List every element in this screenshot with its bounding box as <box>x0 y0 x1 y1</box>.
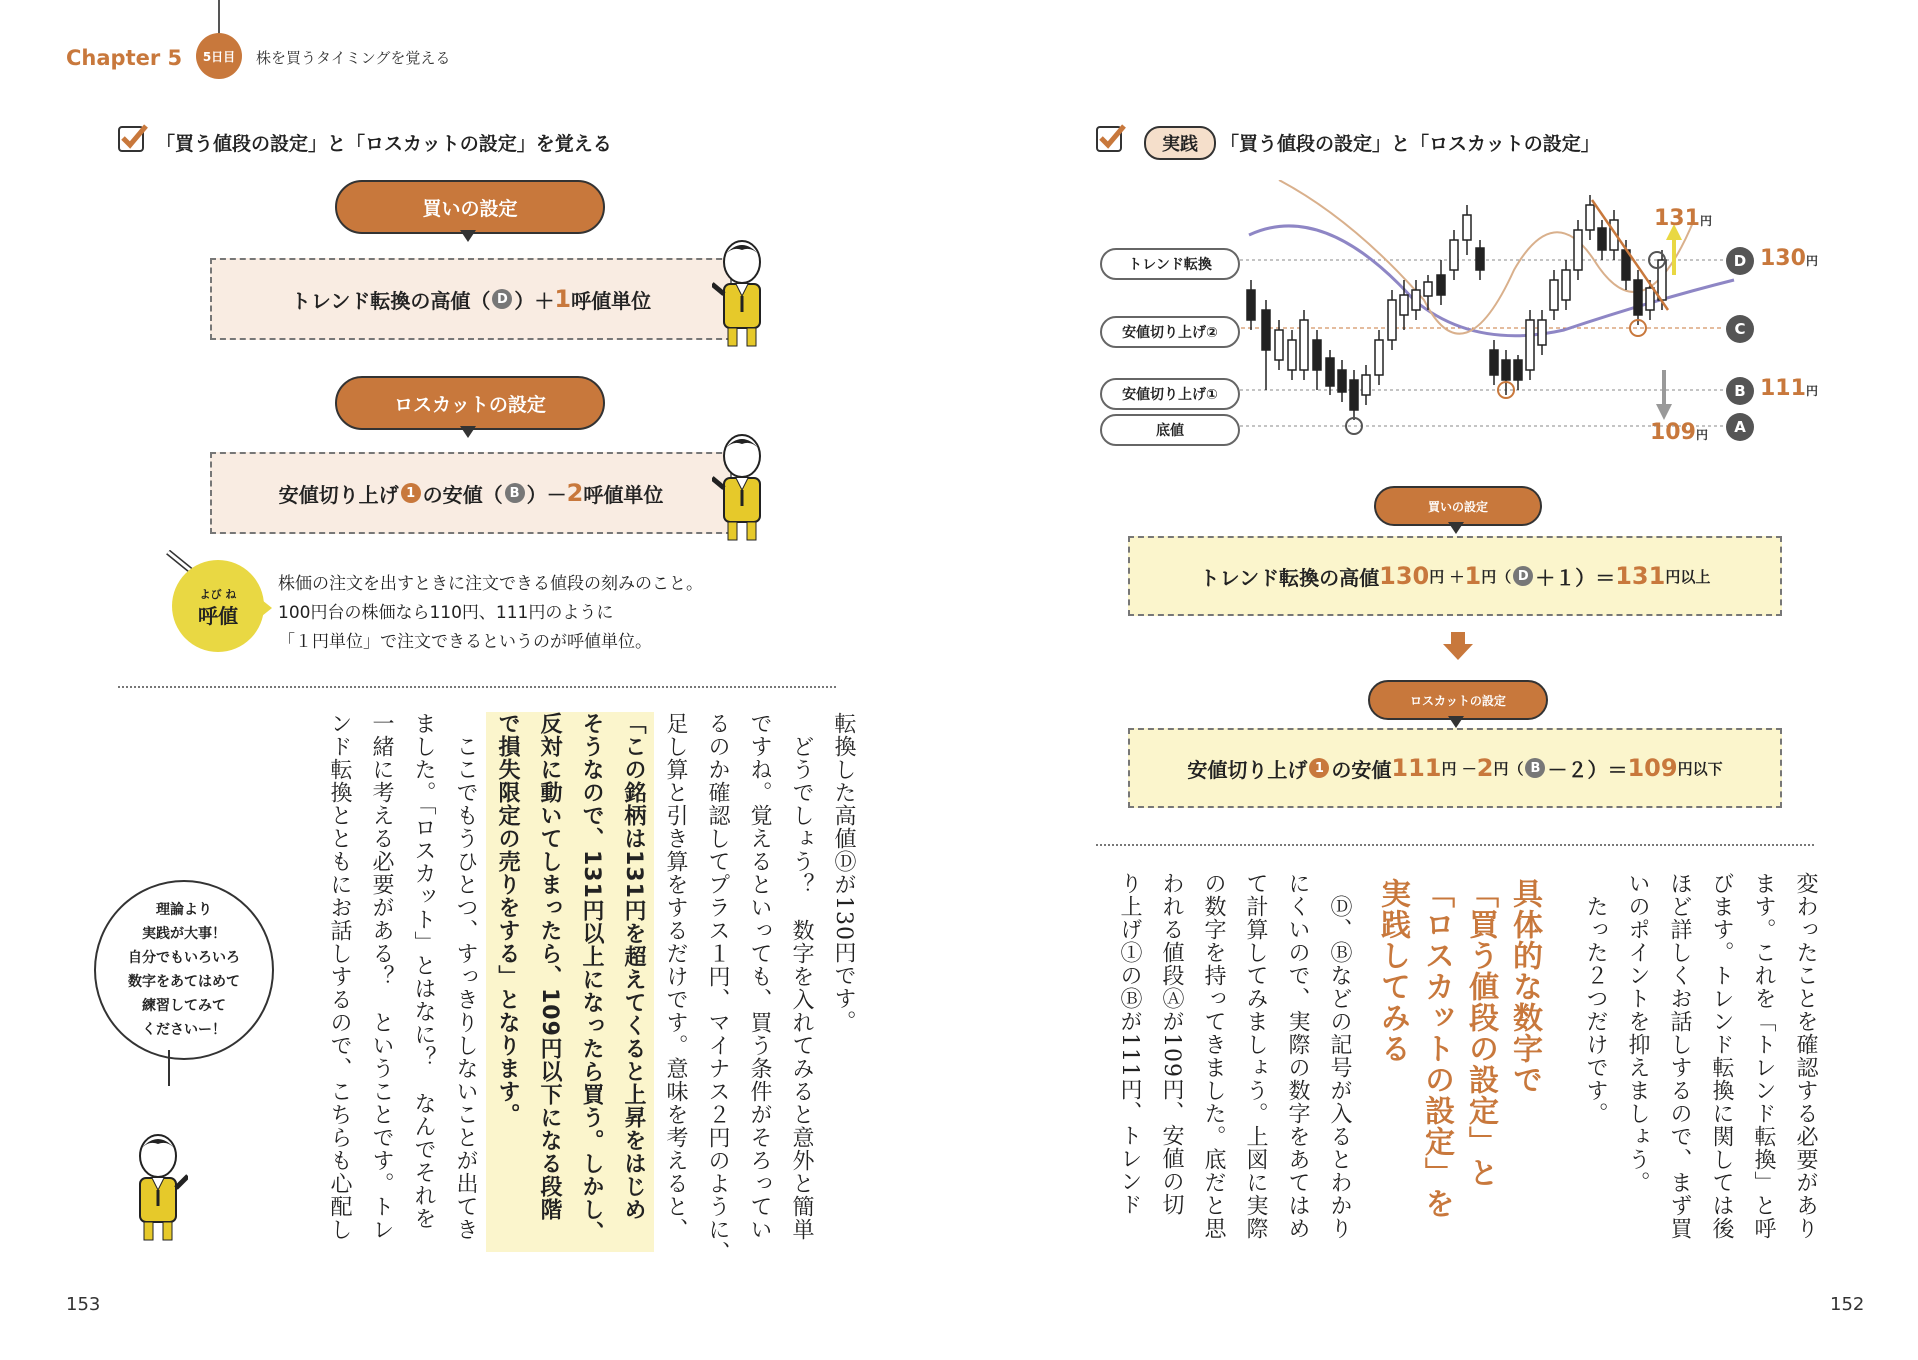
candle <box>1424 282 1432 296</box>
buy-formula-post: 呼値単位 <box>571 288 652 313</box>
formula-num: 109 <box>1627 754 1678 782</box>
man-pointing-icon <box>128 1130 188 1246</box>
formula-num: 2 <box>1476 754 1494 782</box>
mark-b-icon: B <box>1525 758 1545 778</box>
label-higher-low-1: 安値切り上げ① <box>1100 378 1240 410</box>
losscut-setting-bubble: ロスカットの設定 <box>1368 680 1548 720</box>
price-109 <box>1650 420 1708 445</box>
check-icon <box>118 124 148 156</box>
formula-text: 円 － <box>1441 759 1477 778</box>
formula-text: 円 ＋ <box>1429 567 1465 586</box>
practice-tag: 実践 <box>1144 126 1216 160</box>
loss-formula-mid: の安値（ <box>422 482 503 507</box>
mark-d-icon: D <box>1513 566 1533 586</box>
body-column: いのポイントを抑えましょう。 <box>1625 872 1650 1194</box>
formula-num: 111 <box>1391 754 1442 782</box>
yobine-line: 100円台の株価なら110円、111円のように <box>278 603 614 623</box>
page-number-left: 153 <box>66 1294 101 1315</box>
candle <box>1400 295 1408 315</box>
formula-text: －２）＝ <box>1547 757 1628 782</box>
candle <box>1275 330 1283 360</box>
candle <box>1574 230 1582 270</box>
candle <box>1476 248 1484 270</box>
body-column: て計算してみましょう。上図に実際 <box>1243 872 1268 1240</box>
body-column: たった２つだけです。 <box>1583 872 1608 1125</box>
body-column: どうでしょう？ 数字を入れてみると意外と簡単 <box>789 712 814 1241</box>
price-131 <box>1654 206 1712 231</box>
speech-line: 練習してみて <box>142 998 226 1014</box>
candle <box>1598 228 1606 250</box>
letter-a-icon: A <box>1726 413 1754 441</box>
body-column: ンド転換とともにお話しするので、こちらも心配し <box>327 712 352 1241</box>
loss-formula-post: 呼値単位 <box>583 482 664 507</box>
mark-1-icon: 1 <box>401 483 421 503</box>
yobine-definition <box>278 570 703 657</box>
letter-d-icon: D <box>1726 247 1754 275</box>
body-column: びます。トレンド転換に関しては後 <box>1709 872 1734 1240</box>
candle <box>1634 280 1642 315</box>
yobine-word: 呼値 <box>198 604 238 628</box>
left-divider <box>118 686 836 688</box>
formula-text: 円（ <box>1481 567 1512 586</box>
candle <box>1288 340 1296 370</box>
price-unit: 円 <box>1805 254 1818 268</box>
price-value: 131 <box>1654 206 1700 231</box>
formula-text: の安値 <box>1331 757 1392 782</box>
candle <box>1300 320 1308 370</box>
letter-c-icon: C <box>1726 315 1754 343</box>
check-icon <box>1096 124 1126 156</box>
bubble-tail <box>460 426 476 438</box>
candle <box>1646 288 1654 310</box>
price-value: 109 <box>1650 420 1696 445</box>
candle <box>1463 215 1471 240</box>
bubble-tail <box>1448 716 1464 728</box>
arrow-down-icon <box>1443 632 1473 664</box>
price-unit: 円 <box>1699 214 1712 228</box>
body-column: ました。「ロスカット」とはなに？ なんでそれを <box>411 712 436 1230</box>
right-section-title: 「買う値段の設定」と「ロスカットの設定」 <box>1220 133 1600 155</box>
formula-text: トレンド転換の高値 <box>1199 565 1380 590</box>
man-pointing-icon <box>712 430 772 546</box>
formula-num: 131 <box>1615 562 1666 590</box>
candle <box>1550 280 1558 310</box>
formula-text: 安値切り上げ <box>1187 757 1308 782</box>
body-column: 足し算と引き算をするだけです。意味を考えると、 <box>663 712 688 1241</box>
candle <box>1450 240 1458 270</box>
right-body-text-2 <box>1108 872 1360 1252</box>
body-column: ここでもうひとつ、すっきりしないことが出てき <box>453 712 478 1241</box>
label-higher-low-2: 安値切り上げ② <box>1100 316 1240 348</box>
body-column-highlight: 「この銘柄は131円を超えてくると上昇をはじめ <box>612 712 654 1252</box>
losscut-setting-bubble: ロスカットの設定 <box>335 376 605 430</box>
body-column: にくいので、実際の数字をあてはめ <box>1285 872 1310 1240</box>
price-unit: 円 <box>1805 384 1818 398</box>
body-column: われる値段Ⓐが109円、安値の切 <box>1159 872 1184 1216</box>
candle <box>1362 375 1370 395</box>
right-heading <box>1370 878 1546 1238</box>
header-rule <box>218 0 220 34</box>
buy-formula-pre: トレンド転換の高値（ <box>290 288 491 313</box>
candle <box>1437 275 1445 295</box>
speech-line: 理論より <box>156 902 212 918</box>
chapter-label: Chapter 5 <box>66 46 183 70</box>
yobine-ruby: よび ね <box>199 588 237 601</box>
chapter-title: 株を買うタイミングを覚える <box>256 49 451 67</box>
formula-text: 円以下 <box>1677 759 1723 778</box>
candle <box>1388 300 1396 340</box>
formula-num: 1 <box>1464 562 1482 590</box>
buy-formula-num: 1 <box>554 285 572 313</box>
speech-balloon <box>94 880 274 1060</box>
price-unit: 円 <box>1695 428 1708 442</box>
loss-formula-mid2: ）－ <box>526 482 567 507</box>
speech-line: 実践が大事！ <box>142 926 226 942</box>
candle <box>1514 360 1522 380</box>
body-column: るのか確認してプラス１円、マイナス２円のように、 <box>705 712 730 1264</box>
yobine-line: 「１円単位」で注文できるというのが呼値単位。 <box>278 632 652 652</box>
heading-line: 「買う値段の設定」と <box>1463 878 1498 1188</box>
heading-line: 実践してみる <box>1375 878 1410 1064</box>
man-pointing-icon <box>712 236 772 352</box>
candle <box>1375 340 1383 375</box>
candle <box>1350 380 1358 410</box>
candle <box>1538 320 1546 345</box>
body-column-highlight: そうなので、131円以上になったら買う。しかし、 <box>570 712 612 1252</box>
price-111 <box>1760 376 1818 401</box>
left-section-title: 「買う値段の設定」と「ロスカットの設定」を覚える <box>156 133 612 155</box>
body-column: ほど詳しくお話しするので、まず買 <box>1667 872 1692 1240</box>
candle <box>1262 310 1270 350</box>
body-column: ですね。覚えるといっても、買う条件がそろってい <box>747 712 772 1241</box>
right-body-text-1 <box>1574 872 1826 1252</box>
candle <box>1412 290 1420 310</box>
mark-b-icon: B <box>505 483 525 503</box>
body-column: り上げ①のⒷが111円、トレンド <box>1117 872 1142 1216</box>
candle <box>1562 270 1570 300</box>
mark-1-icon: 1 <box>1309 758 1329 778</box>
heading-line: 具体的な数字で <box>1507 878 1542 1095</box>
candle <box>1490 350 1498 375</box>
label-trend-change: トレンド転換 <box>1100 248 1240 280</box>
arrow-down-icon <box>1656 370 1672 420</box>
body-column: 転換した高値Ⓓが130円です。 <box>831 712 856 1033</box>
candle <box>1338 370 1346 392</box>
speech-line: くださいー！ <box>142 1022 226 1038</box>
body-column: Ⓓ、Ⓑなどの記号が入るとわかり <box>1327 872 1352 1240</box>
bubble-tail <box>460 230 476 242</box>
price-130 <box>1760 246 1818 271</box>
label-bottom: 底値 <box>1100 414 1240 446</box>
body-column: 変わったことを確認する必要があり <box>1793 872 1818 1240</box>
body-column-highlight: で損失限定の売りをする」となります。 <box>486 712 528 1252</box>
letter-b-icon: B <box>1726 377 1754 405</box>
formula-text: 円（ <box>1493 759 1524 778</box>
right-losscut-formula-box <box>1128 728 1782 808</box>
candle <box>1247 290 1255 320</box>
bubble-tail <box>1448 522 1464 534</box>
yobine-line: 株価の注文を出すときに注文できる値段の刻みのこと。 <box>278 574 703 594</box>
day-badge: 5日目 <box>196 33 242 79</box>
body-column: 一緒に考える必要がある？ ということです。トレ <box>369 712 394 1241</box>
body-column: ます。これを「トレンド転換」と呼 <box>1751 872 1776 1240</box>
losscut-formula-box <box>210 452 732 534</box>
buy-setting-bubble: 買いの設定 <box>335 180 605 234</box>
heading-line: 「ロスカットの設定」を <box>1419 878 1454 1219</box>
speech-line: 数字をあてはめて <box>128 974 240 990</box>
formula-num: 130 <box>1379 562 1430 590</box>
body-column: の数字を持ってきました。底だと思 <box>1201 872 1226 1240</box>
candle <box>1526 320 1534 370</box>
body-column-highlight: 反対に動いてしまったら、109円以下になる段階 <box>528 712 570 1252</box>
candle <box>1502 360 1510 380</box>
left-body-text <box>318 712 864 1264</box>
right-divider <box>1096 844 1814 846</box>
buy-formula-box <box>210 258 732 340</box>
right-buy-formula-box <box>1128 536 1782 616</box>
buy-setting-bubble: 買いの設定 <box>1374 486 1542 526</box>
buy-formula-mid: ）＋ <box>514 288 555 313</box>
speech-line: 自分でもいろいろ <box>128 950 240 966</box>
loss-formula-pre: 安値切り上げ <box>278 482 399 507</box>
page-number-right: 152 <box>1830 1294 1865 1315</box>
mark-d-icon: D <box>492 289 512 309</box>
price-value: 130 <box>1760 246 1806 271</box>
candle <box>1313 340 1321 370</box>
candle <box>1586 205 1594 230</box>
price-value: 111 <box>1760 376 1806 401</box>
loss-formula-num: 2 <box>566 479 584 507</box>
formula-text: 円以上 <box>1665 567 1711 586</box>
candle <box>1326 358 1334 386</box>
speech-tail <box>168 1050 170 1086</box>
formula-text: ＋１）＝ <box>1535 565 1616 590</box>
